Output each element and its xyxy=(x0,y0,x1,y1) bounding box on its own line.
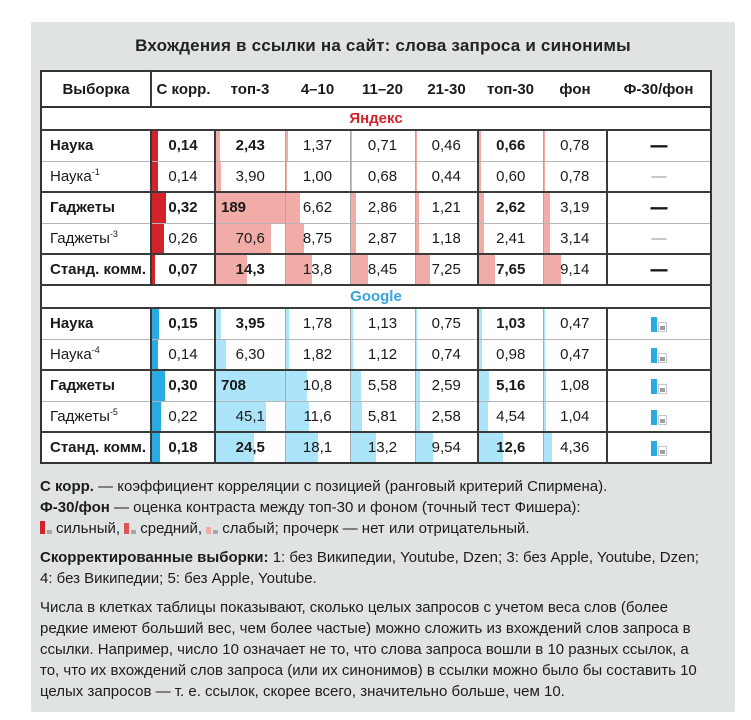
value-cell xyxy=(543,130,607,161)
value-bar xyxy=(416,433,434,462)
value-cell xyxy=(543,254,607,285)
value-cell xyxy=(478,401,543,432)
contrast-cell xyxy=(607,192,711,223)
value-cell xyxy=(415,130,478,161)
value-cell xyxy=(215,254,285,285)
value-cell xyxy=(415,223,478,254)
note-corr-text: — коэффициент корреляции с позицией (ранговый критерий Спирмена). xyxy=(93,478,608,495)
footnotes xyxy=(40,476,712,702)
column-header: топ-30 xyxy=(478,71,543,107)
background-box-glyph xyxy=(658,415,667,425)
value-bar xyxy=(152,340,158,370)
value-text: 0,22 xyxy=(168,407,198,425)
value-bar xyxy=(351,340,354,370)
value-cell xyxy=(350,223,415,254)
background-square-glyph xyxy=(660,450,665,454)
contrast-cell xyxy=(607,401,711,432)
row-label: Гаджеты xyxy=(41,192,151,223)
stats-table xyxy=(40,70,712,464)
value-bar xyxy=(152,371,165,401)
value-text: 70,6 xyxy=(235,229,265,247)
background-square-glyph xyxy=(660,388,665,392)
value-bar xyxy=(152,309,159,339)
value-text: 1,04 xyxy=(560,407,590,425)
value-cell xyxy=(285,254,350,285)
value-text: 0,14 xyxy=(168,167,198,185)
value-text: 11,6 xyxy=(303,407,332,425)
value-cell xyxy=(415,192,478,223)
value-bar xyxy=(152,402,161,432)
value-cell xyxy=(151,308,215,339)
value-bar xyxy=(479,224,484,254)
value-cell xyxy=(285,223,350,254)
value-text: 1,82 xyxy=(302,345,333,363)
bar-glyph xyxy=(206,527,211,534)
value-text: 2,43 xyxy=(235,137,265,155)
value-bar xyxy=(152,224,164,254)
value-cell xyxy=(350,254,415,285)
value-cell xyxy=(543,192,607,223)
value-cell xyxy=(478,308,543,339)
contrast-cell xyxy=(607,254,711,285)
value-bar xyxy=(544,162,546,192)
value-cell xyxy=(543,161,607,192)
value-bar xyxy=(479,371,489,401)
strong-contrast-icon xyxy=(651,440,667,456)
table-row xyxy=(41,401,711,432)
sample-footnote-ref: -5 xyxy=(109,407,118,418)
value-text: 5,58 xyxy=(367,377,398,395)
value-bar xyxy=(286,309,289,339)
background-square-glyph xyxy=(660,419,665,423)
bar-glyph xyxy=(651,379,657,394)
value-cell xyxy=(215,432,285,463)
column-header: Выборка xyxy=(41,71,151,107)
background-box-glyph xyxy=(658,322,667,332)
value-bar xyxy=(416,193,419,223)
value-bar xyxy=(216,131,220,161)
value-cell xyxy=(215,401,285,432)
note-corr xyxy=(40,476,712,497)
value-text: 0,30 xyxy=(168,377,198,395)
value-bar xyxy=(152,193,166,223)
value-bar xyxy=(351,371,362,401)
value-cell xyxy=(543,308,607,339)
value-cell xyxy=(478,130,543,161)
table-row xyxy=(41,254,711,285)
value-text: 3,14 xyxy=(560,229,590,247)
value-text: 0,14 xyxy=(168,345,198,363)
value-text: 1,78 xyxy=(302,315,333,333)
value-text: 0,44 xyxy=(431,167,461,185)
value-bar xyxy=(544,131,546,161)
row-label: Наука xyxy=(41,308,151,339)
contrast-cell xyxy=(607,130,711,161)
value-cell xyxy=(415,432,478,463)
value-bar xyxy=(216,309,221,339)
value-text: 3,19 xyxy=(560,199,590,217)
note-f30-text: — оценка контраста между топ-30 и фоном (точный тест Фишера): xyxy=(109,499,581,516)
background-box-glyph xyxy=(658,353,667,363)
value-cell xyxy=(215,223,285,254)
sample-footnote-ref: -3 xyxy=(109,229,118,240)
value-text: 2,87 xyxy=(367,229,398,247)
bar-glyph xyxy=(124,523,129,534)
value-bar xyxy=(416,340,418,370)
value-bar xyxy=(351,255,368,284)
value-text: 2,59 xyxy=(431,377,461,395)
value-bar xyxy=(216,162,221,192)
value-bar xyxy=(544,309,545,339)
contrast-cell xyxy=(607,223,711,254)
column-header: 4–10 xyxy=(285,71,350,107)
value-bar xyxy=(286,340,289,370)
value-text: 0,14 xyxy=(168,137,198,155)
value-text: 1,21 xyxy=(431,199,461,217)
row-label: Гаджеты$^{-3}$ xyxy=(41,223,151,254)
value-text: 0,18 xyxy=(168,439,198,456)
background-box-glyph xyxy=(658,384,667,394)
value-text: 4,36 xyxy=(560,439,590,456)
value-cell xyxy=(151,254,215,285)
bar-glyph xyxy=(651,410,657,425)
value-cell xyxy=(151,223,215,254)
value-text: 189 xyxy=(221,199,247,217)
contrast-cell xyxy=(607,432,711,463)
value-text: 0,75 xyxy=(431,315,461,333)
value-text: 3,95 xyxy=(235,315,265,333)
value-cell xyxy=(215,130,285,161)
value-cell xyxy=(350,401,415,432)
legend-medium-label: средний, xyxy=(140,520,203,537)
value-cell xyxy=(543,370,607,401)
value-text: 2,86 xyxy=(367,199,398,217)
value-cell xyxy=(151,161,215,192)
strong-contrast-icon xyxy=(651,316,667,332)
value-text: 6,62 xyxy=(302,199,333,217)
value-text: 2,58 xyxy=(431,407,461,425)
value-cell xyxy=(415,308,478,339)
value-cell xyxy=(543,401,607,432)
background-box-glyph xyxy=(658,446,667,456)
value-text: 45,1 xyxy=(235,407,265,425)
table-row xyxy=(41,223,711,254)
value-bar xyxy=(416,224,419,254)
value-cell xyxy=(350,370,415,401)
background-square-glyph xyxy=(213,530,218,534)
table-header xyxy=(41,71,711,107)
section-header-row xyxy=(41,107,711,130)
note-samples xyxy=(40,547,712,589)
value-text: 1,03 xyxy=(496,315,526,333)
bar-glyph xyxy=(651,348,657,363)
value-text: 18,1 xyxy=(302,439,333,456)
bar-glyph xyxy=(651,441,657,456)
value-cell xyxy=(151,432,215,463)
value-cell xyxy=(478,161,543,192)
value-cell xyxy=(415,401,478,432)
value-text: 13,2 xyxy=(367,439,398,456)
value-cell xyxy=(478,339,543,370)
table-row xyxy=(41,161,711,192)
table-row xyxy=(41,192,711,223)
value-cell xyxy=(478,192,543,223)
value-bar xyxy=(152,131,158,161)
value-text: 1,18 xyxy=(431,229,461,247)
value-text: 1,08 xyxy=(560,377,590,395)
column-header: Ф-30/фон xyxy=(607,71,711,107)
value-text: 6,30 xyxy=(235,345,265,363)
value-cell xyxy=(151,401,215,432)
value-text: 13,8 xyxy=(302,261,333,278)
value-bar xyxy=(544,193,550,223)
strong-contrast-icon xyxy=(651,347,667,363)
row-label: Станд. комм. xyxy=(41,254,151,285)
value-cell xyxy=(285,130,350,161)
row-label: Наука xyxy=(41,130,151,161)
value-cell xyxy=(215,370,285,401)
value-cell xyxy=(151,130,215,161)
page-title: Вхождения в ссылки на сайт: слова запроса и синонимы xyxy=(135,36,631,55)
value-bar xyxy=(479,402,488,432)
value-text: 2,62 xyxy=(496,199,526,217)
row-label: Наука$^{-1}$ xyxy=(41,161,151,192)
table-row xyxy=(41,432,711,463)
value-cell xyxy=(415,370,478,401)
value-cell xyxy=(215,161,285,192)
weak-contrast-icon xyxy=(206,520,218,534)
value-text: 0,46 xyxy=(431,137,461,155)
value-bar xyxy=(351,224,357,254)
legend-weak-label: слабый; прочерк — нет или отрицательный. xyxy=(222,520,530,537)
no-contrast-dash: — xyxy=(651,167,667,185)
value-cell xyxy=(285,161,350,192)
value-bar xyxy=(544,255,562,284)
value-text: 0,15 xyxy=(168,315,198,333)
column-header: С корр. xyxy=(151,71,215,107)
section-label: Яндекс xyxy=(349,110,403,127)
value-text: 0,98 xyxy=(496,345,526,363)
value-cell xyxy=(285,308,350,339)
value-cell xyxy=(543,339,607,370)
header-row xyxy=(41,71,711,107)
column-header: 11–20 xyxy=(350,71,415,107)
row-label: Наука$^{-4}$ xyxy=(41,339,151,370)
value-text: 1,37 xyxy=(302,137,333,155)
value-text: 3,90 xyxy=(235,167,265,185)
value-cell xyxy=(215,192,285,223)
value-bar xyxy=(544,371,547,401)
value-text: 0,71 xyxy=(367,137,398,155)
value-cell xyxy=(543,432,607,463)
note-samples-term: Скорректированные выборки: xyxy=(40,549,269,566)
value-text: 4,54 xyxy=(496,407,526,425)
contrast-cell xyxy=(607,370,711,401)
value-text: 1,00 xyxy=(302,167,333,185)
row-label: Станд. комм. xyxy=(41,432,151,463)
row-label: Гаджеты$^{-5}$ xyxy=(41,401,151,432)
value-bar xyxy=(351,193,357,223)
value-text: 0,07 xyxy=(168,261,198,278)
value-bar xyxy=(286,193,300,223)
value-bar xyxy=(416,371,421,401)
background-square-glyph xyxy=(131,530,136,534)
value-cell xyxy=(215,308,285,339)
value-text: 708 xyxy=(221,377,247,395)
value-cell xyxy=(415,339,478,370)
note-samples-text: 1: без Википедии, Youtube, Dzen; 3: без Apple, Youtube, Dzen; 4: без Википедии; 5: без Apple, Youtube. xyxy=(40,549,699,587)
value-text: 0,78 xyxy=(560,137,590,155)
contrast-cell xyxy=(607,339,711,370)
column-header: фон xyxy=(543,71,607,107)
value-text: 24,5 xyxy=(235,439,265,456)
value-bar xyxy=(479,255,495,284)
note-paragraph: Числа в клетках таблицы показывают, сколько целых запросов с учетом веса слов (более редкие имеют больший вес, чем более частые) можно сложить из вхождений слов запроса в ссылки. Например, число 10 означает не то, что слова запроса вошли в 10 разных ссылок, а то, что их вхождений слов запроса (или их синонимов) в ссылки можно было бы составить 10 целых запросов — т. е. ссылок, скорее всего, значительно больше, чем 10. xyxy=(40,599,697,700)
value-cell xyxy=(350,308,415,339)
legend-strong-label: сильный, xyxy=(56,520,121,537)
value-text: 1,12 xyxy=(367,345,398,363)
bar-glyph xyxy=(651,317,657,332)
value-bar xyxy=(416,402,421,432)
value-bar xyxy=(479,309,482,339)
value-text: 9,54 xyxy=(431,439,461,456)
value-text: 7,65 xyxy=(496,261,526,278)
value-bar xyxy=(152,255,155,284)
table-row xyxy=(41,339,711,370)
value-text: 14,3 xyxy=(235,261,265,278)
table-row xyxy=(41,130,711,161)
value-bar xyxy=(286,162,288,192)
value-bar xyxy=(479,340,482,370)
value-bar xyxy=(416,309,418,339)
value-bar xyxy=(152,162,158,192)
no-contrast-dash: — xyxy=(650,131,668,159)
value-text: 0,68 xyxy=(367,167,398,185)
value-cell xyxy=(478,370,543,401)
value-text: 12,6 xyxy=(496,439,526,456)
value-text: 10,8 xyxy=(302,377,333,395)
bar-glyph xyxy=(40,521,45,534)
value-text: 1,13 xyxy=(367,315,398,333)
value-bar xyxy=(479,162,481,192)
value-text: 2,41 xyxy=(496,229,526,247)
no-contrast-dash: — xyxy=(650,193,668,221)
background-square-glyph xyxy=(660,357,665,361)
value-bar xyxy=(479,193,484,223)
value-cell xyxy=(285,401,350,432)
note-f30 xyxy=(40,497,712,518)
value-text: 9,14 xyxy=(560,261,590,278)
value-bar xyxy=(216,340,226,370)
value-bar xyxy=(544,433,552,462)
value-cell xyxy=(478,223,543,254)
value-bar xyxy=(544,402,547,432)
value-cell xyxy=(415,161,478,192)
value-cell xyxy=(350,339,415,370)
background-square-glyph xyxy=(660,326,665,330)
sample-footnote-ref: -1 xyxy=(91,167,100,178)
value-bar xyxy=(351,162,353,192)
value-text: 0,47 xyxy=(560,345,590,363)
strong-contrast-icon xyxy=(40,520,52,534)
value-cell xyxy=(350,130,415,161)
value-text: 0,26 xyxy=(168,229,198,247)
strong-contrast-icon xyxy=(651,378,667,394)
value-bar xyxy=(416,162,417,192)
value-text: 8,45 xyxy=(367,261,398,278)
value-cell xyxy=(350,192,415,223)
value-bar xyxy=(479,131,481,161)
value-cell xyxy=(285,370,350,401)
medium-contrast-icon xyxy=(124,520,136,534)
infographic-panel xyxy=(31,22,735,712)
value-bar xyxy=(351,131,353,161)
table-row xyxy=(41,370,711,401)
note-corr-term: С корр. xyxy=(40,478,94,495)
value-cell xyxy=(285,432,350,463)
contrast-legend xyxy=(40,518,712,539)
value-bar xyxy=(286,131,289,161)
section-header-row xyxy=(41,285,711,308)
column-header: 21-30 xyxy=(415,71,478,107)
strong-contrast-icon xyxy=(651,409,667,425)
value-text: 0,78 xyxy=(560,167,590,185)
value-text: 5,81 xyxy=(367,407,398,425)
value-text: 0,60 xyxy=(496,167,526,185)
value-text: 0,66 xyxy=(496,137,526,155)
value-cell xyxy=(151,192,215,223)
value-text: 7,25 xyxy=(431,261,461,278)
value-bar xyxy=(416,255,430,284)
sample-footnote-ref: -4 xyxy=(91,345,100,356)
section-label: Google xyxy=(350,288,402,305)
value-text: 0,47 xyxy=(560,315,590,333)
value-cell xyxy=(478,254,543,285)
value-bar xyxy=(544,224,550,254)
note-f30-term: Ф-30/фон xyxy=(40,499,110,516)
no-contrast-dash: — xyxy=(650,255,668,283)
value-bar xyxy=(286,224,305,254)
value-cell xyxy=(285,192,350,223)
value-text: 0,74 xyxy=(431,345,461,363)
value-cell xyxy=(543,223,607,254)
value-cell xyxy=(285,339,350,370)
table-row xyxy=(41,308,711,339)
value-cell xyxy=(350,161,415,192)
value-bar xyxy=(416,131,417,161)
column-header: топ-3 xyxy=(215,71,285,107)
value-text: 8,75 xyxy=(302,229,333,247)
value-bar xyxy=(351,309,354,339)
contrast-cell xyxy=(607,161,711,192)
value-text: 5,16 xyxy=(496,377,526,395)
value-cell xyxy=(350,432,415,463)
value-bar xyxy=(544,340,545,370)
value-cell xyxy=(478,432,543,463)
background-square-glyph xyxy=(47,530,52,534)
value-cell xyxy=(151,370,215,401)
value-bar xyxy=(152,433,160,462)
value-cell xyxy=(415,254,478,285)
no-contrast-dash: — xyxy=(651,229,667,247)
value-text: 0,32 xyxy=(168,199,198,217)
value-cell xyxy=(215,339,285,370)
contrast-cell xyxy=(607,308,711,339)
row-label: Гаджеты xyxy=(41,370,151,401)
value-cell xyxy=(151,339,215,370)
value-bar xyxy=(351,402,363,432)
